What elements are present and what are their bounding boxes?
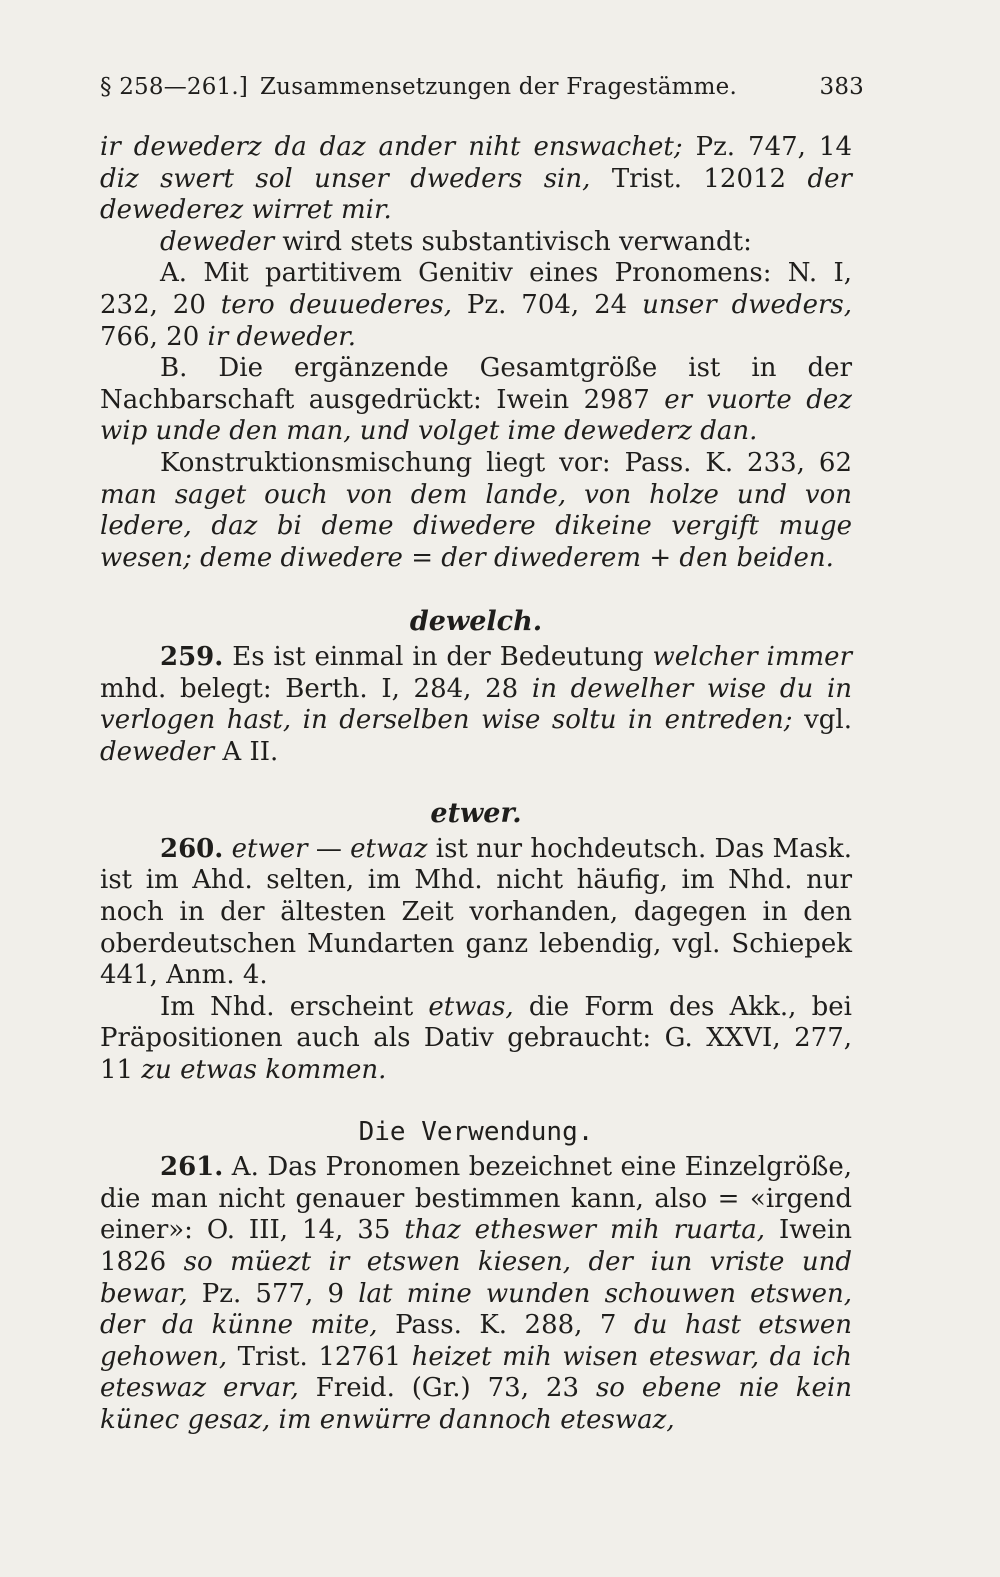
spacer <box>100 768 852 798</box>
section-number: 261. <box>160 1152 224 1183</box>
paragraph: 261. A. Das Pronomen bezeichnet eine Einzelgröße, die man nicht genauer bestimmen kann, also = «irgend einer»: O. III, 14, 35 thaz etheswer mih ruarta, Iwein 1826 so müezt ir etswen kiesen, der iun vriste und bewar, Pz. 577, 9 lat mine wunden schouwen etswen, der da künne mite, Pass. K. 288, 7 du hast etswen gehowen, Trist. 12761 heizet mih wisen eteswar, da ich eteswaz ervar, Freid. (Gr.) 73, 23 so ebene nie kein künec gesaz, im enwürre dannoch eteswaz, <box>100 1152 852 1435</box>
paragraph: A. Mit partitivem Genitiv eines Pronomens: N. I, 232, 20 tero deuuederes, Pz. 704, 24 unser dweders, 766, 20 ir deweder. <box>100 258 852 352</box>
paragraph: 260. etwer — etwaz ist nur hochdeutsch. Das Mask. ist im Ahd. selten, im Mhd. nicht häufig, im Nhd. nur noch in der ältesten Zeit vorhanden, dagegen in den oberdeutschen Mundarten ganz lebendig, vgl. Schiepek 441, Anm. 4. <box>100 833 853 991</box>
paragraph: 259. Es ist einmal in der Bedeutung welcher immer mhd. belegt: Berth. I, 284, 28 in dewelher wise du in verlogen hast, in derselben wise soltu in entreden; vgl. deweder A II. <box>100 641 853 767</box>
section-number: 259. <box>160 641 224 672</box>
subsection-heading: Die Verwendung. <box>358 1116 594 1147</box>
section-range: § 258—261.] <box>100 74 249 100</box>
page-number: 383 <box>819 74 864 100</box>
paragraph: deweder wird stets substantivisch verwandt: <box>160 226 752 257</box>
paragraph: B. Die ergänzende Gesamtgröße ist in der Nachbarschaft ausgedrückt: Iwein 2987 er vuorte dez wip unde den man, und volget ime dewederz dan. <box>100 353 852 447</box>
page-body <box>100 132 852 1437</box>
section-heading: etwer. <box>430 798 522 830</box>
section-number: 260. <box>160 833 224 864</box>
paragraph: ir dewederz da daz ander niht enswachet; Pz. 747, 14 diz swert sol unser dweders sin, Trist. 12012 der dewederez wirret mir. <box>100 132 852 226</box>
spacer <box>100 574 852 606</box>
running-title: Zusammensetzungen der Fragestämme. <box>260 74 737 100</box>
paragraph: Konstruktionsmischung liegt vor: Pass. K. 233, 62 man saget ouch von dem lande, von holze und von ledere, daz bi deme diwedere dikeine vergift muge wesen; deme diwedere = der diwederem + den beiden. <box>100 447 852 573</box>
spacer <box>100 1087 852 1117</box>
paragraph: Im Nhd. erscheint etwas, die Form des Akk., bei Präpositionen auch als Dativ gebraucht: G. XXVI, 277, 11 zu etwas kommen. <box>100 991 852 1086</box>
section-heading: dewelch. <box>409 606 543 638</box>
